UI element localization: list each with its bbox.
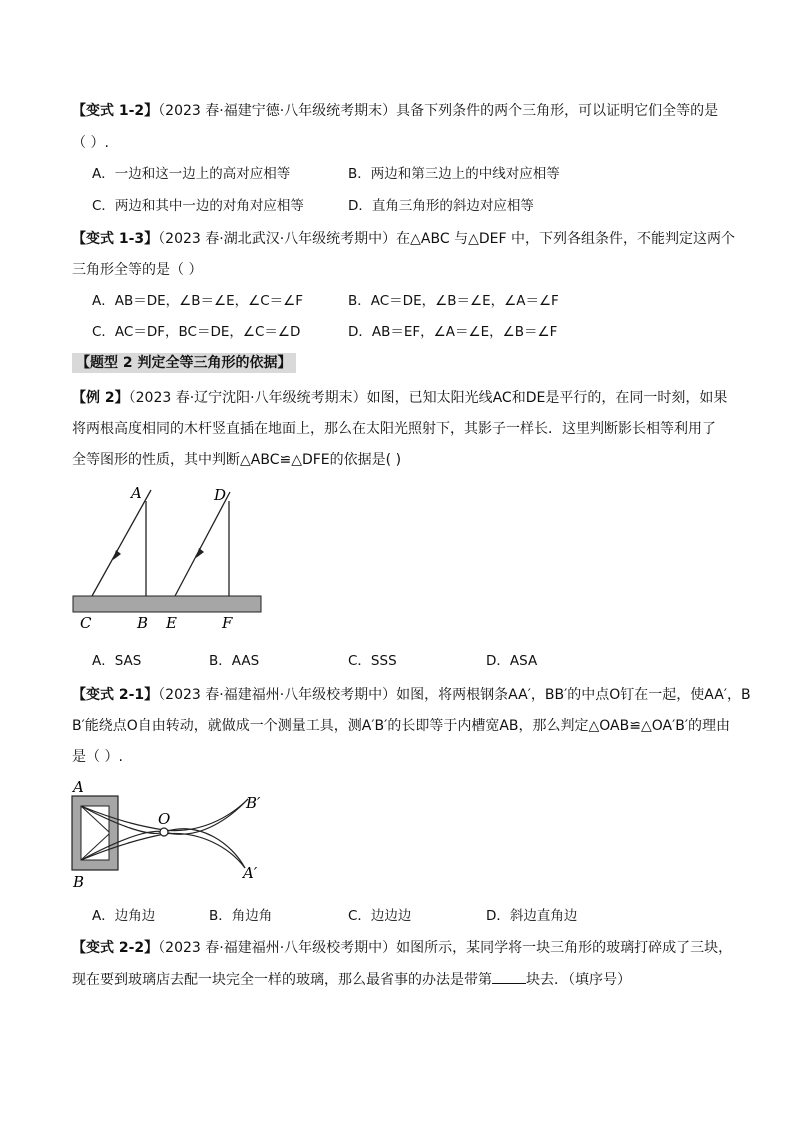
label-e: E bbox=[166, 614, 177, 632]
shadow-poles-figure bbox=[60, 480, 280, 632]
variant-2-1-option-c: C．边边边 bbox=[348, 908, 412, 924]
variant-1-2-option-a: A．一边和这一边上的高对应相等 bbox=[92, 166, 291, 182]
example-2-option-a: A．SAS bbox=[92, 653, 142, 669]
variant-1-2-option-c: C．两边和其中一边的对角对应相等 bbox=[92, 198, 304, 214]
label-d: D bbox=[214, 486, 227, 504]
variant-1-2-option-d: D．直角三角形的斜边对应相等 bbox=[348, 198, 534, 214]
variant-2-2-tag: 【变式 2-2】 bbox=[72, 940, 159, 956]
example-2-line-2: 将两根高度相同的木杆竖直插在地面上，那么在太阳光照射下，其影子一样长．这里判断影长相等利用了 bbox=[72, 421, 716, 437]
label-b-tool: B bbox=[73, 873, 85, 891]
example-2-option-d: D．ASA bbox=[486, 653, 538, 669]
label-a-prime: A′ bbox=[243, 864, 258, 882]
answer-blank[interactable] bbox=[492, 969, 526, 984]
variant-1-3-option-b: B．AC＝DE，∠B＝∠E，∠A＝∠F bbox=[348, 293, 559, 309]
example-2-line-3: 全等图形的性质，其中判断△ABC≌△DFE的依据是( ) bbox=[72, 452, 402, 468]
sun-ray-de bbox=[175, 492, 230, 596]
example-2-line-1 bbox=[72, 388, 727, 408]
variant-2-1-line-3: 是（ ）. bbox=[72, 749, 123, 765]
variant-1-2-question bbox=[72, 101, 718, 121]
example-2-option-c: C．SSS bbox=[348, 653, 397, 669]
variant-2-1-option-b: B．角边角 bbox=[209, 908, 273, 924]
variant-1-2-text: （2023 春·福建宁德·八年级统考期末）具备下列条件的两个三角形，可以证明它们全等的是 bbox=[158, 103, 719, 119]
section-2-heading: 【题型 2 判定全等三角形的依据】 bbox=[72, 353, 296, 373]
variant-1-3-tag: 【变式 1-3】 bbox=[72, 231, 159, 247]
variant-1-3-option-c: C．AC＝DF，BC＝DE，∠C＝∠D bbox=[92, 324, 301, 340]
variant-2-1-option-a: A．边角边 bbox=[92, 908, 156, 924]
variant-1-3-text: （2023 春·湖北武汉·八年级统考期中）在△ABC 与△DEF 中，下列各组条件，不能判定这两个 bbox=[158, 231, 735, 247]
groove-inner bbox=[81, 806, 109, 860]
variant-2-1-line-1 bbox=[72, 685, 751, 705]
variant-1-2-question-cont: （ ）. bbox=[72, 135, 109, 151]
label-a: A bbox=[131, 484, 142, 502]
ground-strip bbox=[73, 596, 261, 612]
variant-2-1-option-d: D．斜边直角边 bbox=[486, 908, 578, 924]
label-c: C bbox=[80, 614, 92, 632]
variant-2-2-line-2 bbox=[72, 969, 631, 990]
measuring-tool-figure bbox=[60, 772, 280, 892]
variant-2-2-line-1 bbox=[72, 938, 732, 958]
label-b: B bbox=[137, 614, 149, 632]
sun-ray-ac bbox=[92, 490, 151, 596]
example-2-option-b: B．AAS bbox=[209, 653, 260, 669]
variant-1-3-question bbox=[72, 229, 735, 249]
pivot-o bbox=[160, 828, 168, 836]
label-f: F bbox=[222, 614, 233, 632]
example-2-tag: 【例 2】 bbox=[72, 390, 129, 406]
label-b-prime: B′ bbox=[246, 794, 261, 812]
variant-1-2-tag: 【变式 1-2】 bbox=[72, 103, 159, 119]
label-a-tool: A bbox=[73, 778, 84, 796]
variant-1-3-question-cont: 三角形全等的是（ ） bbox=[72, 262, 203, 278]
variant-2-2-text-1: （2023 春·福建福州·八年级校考期中）如图所示，某同学将一块三角形的玻璃打碎成了三块， bbox=[158, 940, 733, 956]
variant-1-3-option-a: A．AB＝DE，∠B＝∠E，∠C＝∠F bbox=[92, 293, 304, 309]
variant-1-2-option-b: B．两边和第三边上的中线对应相等 bbox=[348, 166, 560, 182]
variant-2-1-line-2: B′能绕点O自由转动，就做成一个测量工具，测A′B′的长即等于内槽宽AB，那么判定△OAB≌△OA′B′的理由 bbox=[72, 718, 731, 734]
variant-2-2-text-2a: 现在要到玻璃店去配一块完全一样的玻璃，那么最省事的办法是带第 bbox=[72, 972, 492, 988]
variant-2-1-tag: 【变式 2-1】 bbox=[72, 687, 159, 703]
label-o: O bbox=[158, 810, 171, 828]
variant-2-2-text-2b: 块去．（填序号） bbox=[526, 972, 631, 988]
variant-2-1-text-1: （2023 春·福建福州·八年级校考期中）如图，将两根钢条AA′，BB′的中点O钉在一起，使AA′，B bbox=[158, 687, 751, 703]
variant-1-3-option-d: D．AB＝EF，∠A＝∠E，∠B＝∠F bbox=[348, 324, 558, 340]
example-2-text-1: （2023 春·辽宁沈阳·八年级统考期末）如图，已知太阳光线AC和DE是平行的，在同一时刻，如果 bbox=[128, 390, 728, 406]
